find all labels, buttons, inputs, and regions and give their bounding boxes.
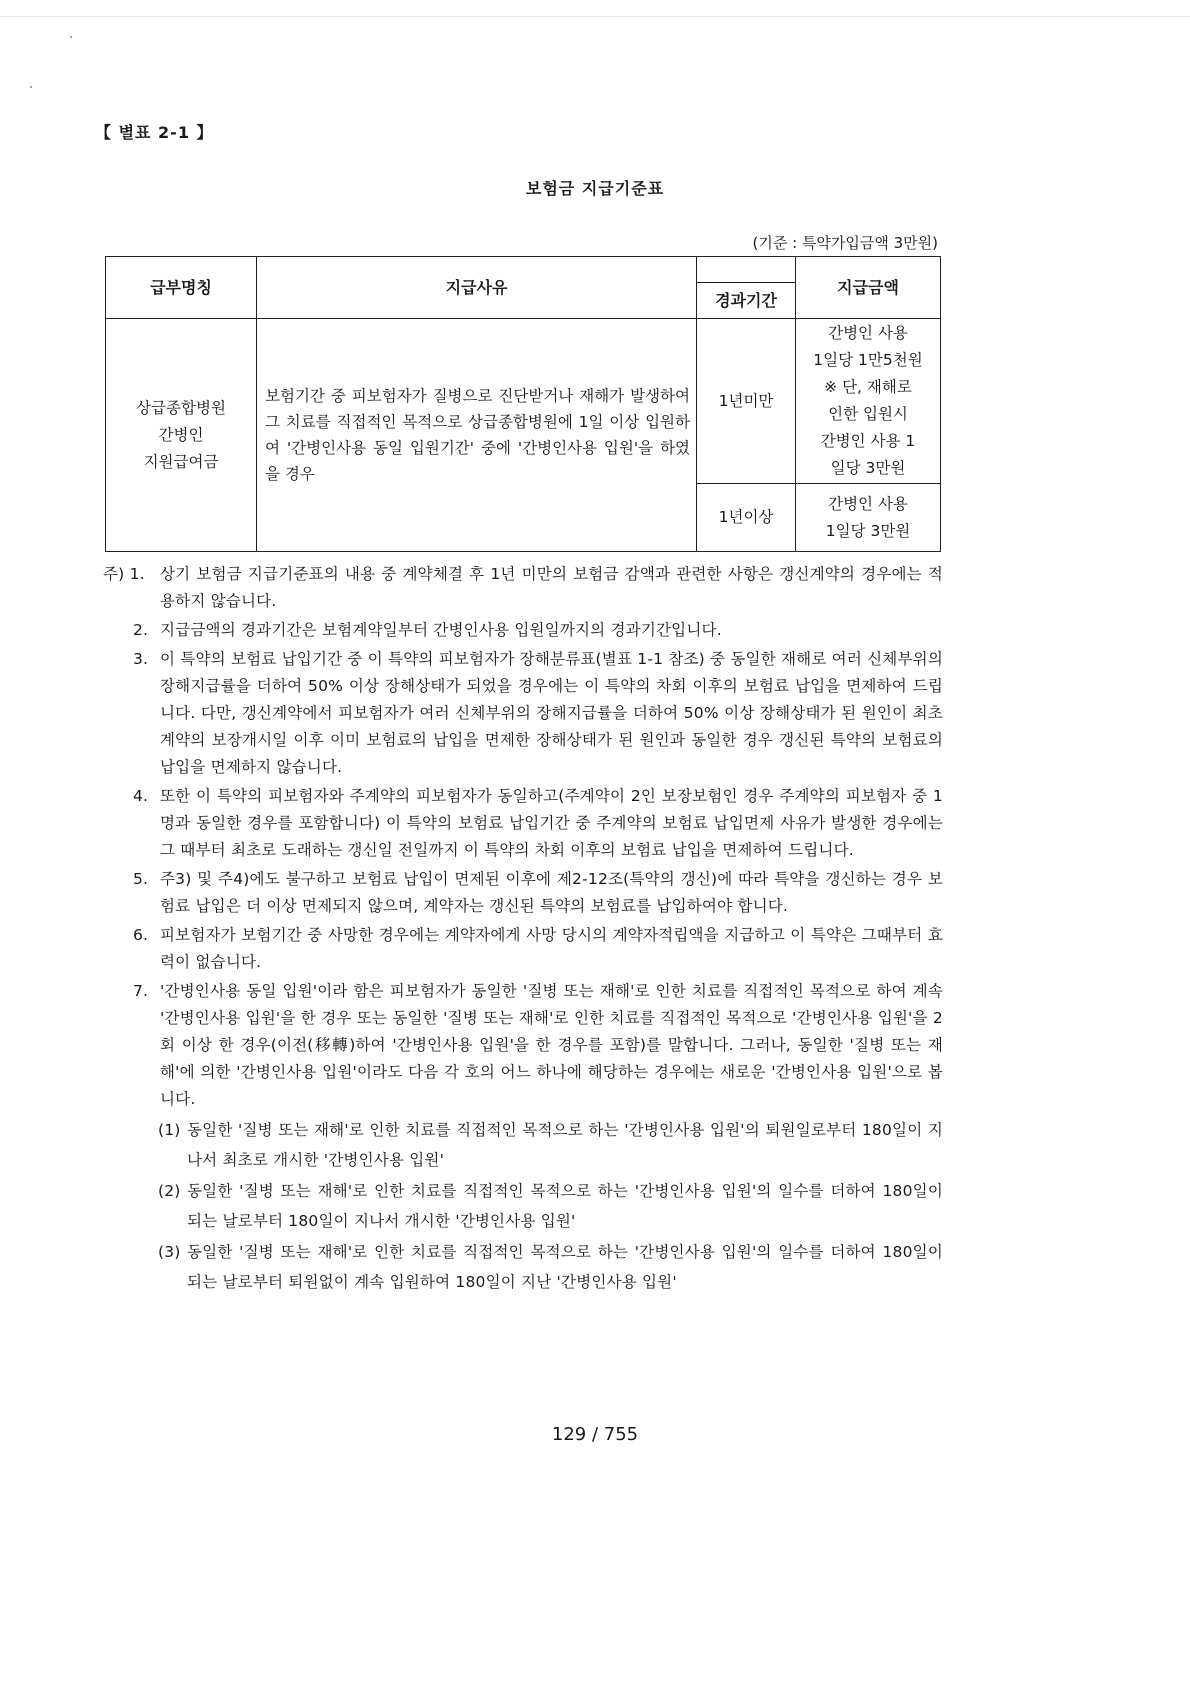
benefit-name-line: 상급종합병원: [136, 398, 226, 417]
footnote-number: 2.: [133, 621, 149, 639]
footnote-subitem: [103, 1115, 943, 1175]
footnote-text: '간병인사용 동일 입원'이라 함은 피보험자가 동일한 '질병 또는 재해'로 인한 치료를 직접적인 목적으로 하여 계속 '간병인사용 입원'을 한 경우 또는 동일한 '질병 또는 재해'로 인한 치료를 직접적인 목적으로 '간병인사용 입원'을 2회 이상 한 경우(이전(移轉)하여 '간병인사용 입원'을 한 경우를 포함)를 말합니다. 그러나, 동일한 '질병 또는 재해'에 의한 '간병인사용 입원'이라도 다음 각 호의 어느 하나에 해당하는 경우에는 새로운 '간병인사용 입원'으로 봅니다.: [160, 982, 943, 1108]
elapsed-cell-row1: 1년미만: [718, 391, 774, 410]
footnote-text: 지급금액의 경과기간은 보험계약일부터 간병인사용 입원일까지의 경과기간입니다.: [160, 621, 722, 639]
subitem-text: 동일한 '질병 또는 재해'로 인한 치료를 직접적인 목적으로 하는 '간병인사용 입원'의 일수를 더하여 180일이 되는 날로부터 180일이 지나서 개시한 '간병인사용 입원': [187, 1182, 943, 1230]
reason-text: 보험기간 중 피보험자가 질병으로 진단받거나 재해가 발생하여 그 치료를 직접적인 목적으로 상급종합병원에 1일 이상 입원하여 '간병인사용 동일 입원기간' 중에 '간병인사용 입원'을 하였을 경우: [265, 387, 690, 483]
amount-line: 간병인 사용 1: [820, 432, 916, 450]
amount-line: 인한 입원시: [828, 405, 908, 423]
footnote-number: 3.: [133, 650, 149, 668]
amount-line: 1일당 3만원: [825, 521, 911, 540]
footnote-prefix: 주): [103, 565, 125, 583]
footnote-text: 상기 보험금 지급기준표의 내용 중 계약체결 후 1년 미만의 보험금 감액과 관련한 사항은 갱신계약의 경우에는 적용하지 않습니다.: [160, 565, 943, 610]
subitem-text: 동일한 '질병 또는 재해'로 인한 치료를 직접적인 목적으로 하는 '간병인사용 입원'의 일수를 더하여 180일이 되는 날로부터 퇴원없이 계속 입원하여 180일이 지난 '간병인사용 입원': [187, 1243, 943, 1291]
elapsed-cell-row2: 1년이상: [718, 508, 774, 526]
footnote-number: 5.: [133, 870, 149, 888]
amount-line: 간병인 사용: [828, 324, 908, 342]
benefit-criteria-table: [105, 256, 941, 552]
header-elapsed-period: 경과기간: [715, 291, 777, 310]
footnote-item: [103, 617, 943, 644]
footnote-item: [103, 866, 943, 920]
footnote-text: 주3) 및 주4)에도 불구하고 보험료 납입이 면제된 이후에 제2-12조(특약의 갱신)에 따라 특약을 갱신하는 경우 보험료 납입은 더 이상 면제되지 않으며, 계약자는 갱신된 특약의 보험료를 납입하여야 합니다.: [160, 870, 943, 915]
subitem-text: 동일한 '질병 또는 재해'로 인한 치료를 직접적인 목적으로 하는 '간병인사용 입원'의 퇴원일로부터 180일이 지나서 최초로 개시한 '간병인사용 입원': [187, 1121, 943, 1169]
amount-line: 1일당 1만5천원: [813, 351, 923, 369]
footnote-item: [103, 783, 943, 864]
header-benefit-name: 급부명칭: [150, 278, 212, 297]
amount-basis-note: (기준 : 특약가입금액 3만원): [752, 234, 938, 252]
scan-speck: [70, 36, 72, 38]
header-reason: 지급사유: [445, 278, 508, 297]
page-title: 보험금 지급기준표: [525, 179, 665, 198]
benefit-name-line: 간병인: [158, 425, 204, 444]
footnote-text: 이 특약의 보험료 납입기간 중 이 특약의 피보험자가 장해분류표(별표 1-1 참조) 중 동일한 재해로 여러 신체부위의 장해지급률을 더하여 50% 이상 장해상태가 되었을 경우에는 이 특약의 차회 이후의 보험료 납입을 면제하여 드립니다. 다만, 갱신계약에서 피보험자가 여러 신체부위의 장해지급률을 더하여 50% 이상 장해상태가 된 원인이 최초계약의 보장개시일 이후 이미 보험료의 납입을 면제한 장해상태가 된 원인과 동일한 경우 갱신된 특약의 보험료의 납입을 면제하지 않습니다.: [160, 650, 943, 776]
footnote-number: 6.: [133, 926, 149, 944]
footnote-text: 피보험자가 보험기간 중 사망한 경우에는 계약자에게 사망 당시의 계약자적립액을 지급하고 이 특약은 그때부터 효력이 없습니다.: [160, 926, 943, 971]
footnote-text: 또한 이 특약의 피보험자와 주계약의 피보험자가 동일하고(주계약이 2인 보장보험인 경우 주계약의 피보험자 중 1명과 동일한 경우를 포함합니다) 이 특약의 보험료 납입기간 중 주계약의 보험료 납입면제 사유가 발생한 경우에는 그 때부터 최초로 도래하는 갱신일 전일까지 이 특약의 차회 이후의 보험료 납입을 면제하여 드립니다.: [160, 787, 943, 859]
footnote-subitem: [103, 1237, 943, 1297]
footnote-number: 4.: [133, 787, 149, 805]
footnote-item: [103, 646, 943, 781]
benefit-name-cell: [106, 319, 256, 551]
benefit-name-line: 지원급여금: [143, 452, 219, 471]
subitem-number: (2): [158, 1182, 181, 1200]
amount-line: 일당 3만원: [830, 459, 906, 477]
scan-speck: [30, 86, 32, 88]
amount-line: 간병인 사용: [828, 494, 908, 513]
amount-cell-row1: [796, 319, 940, 483]
footnote-item: [103, 922, 943, 976]
subitem-number: (3): [158, 1243, 181, 1261]
amount-line: ※ 단, 재해로: [824, 378, 912, 396]
footnote-item: [103, 561, 943, 615]
page-number: 129 / 755: [551, 1424, 639, 1445]
subitem-number: (1): [158, 1121, 181, 1139]
scan-edge-line: [0, 16, 1190, 17]
appendix-tag: 【 별표 2-1 】: [95, 123, 214, 142]
amount-cell-row2: [796, 484, 940, 551]
header-amount: 지급금액: [837, 278, 899, 297]
footnote-subitem: [103, 1176, 943, 1236]
footnotes: [103, 561, 943, 1298]
footnote-number: 1.: [129, 565, 145, 583]
footnote-number: 7.: [133, 982, 149, 1000]
footnote-item: [103, 978, 943, 1113]
reason-cell: [257, 319, 696, 551]
